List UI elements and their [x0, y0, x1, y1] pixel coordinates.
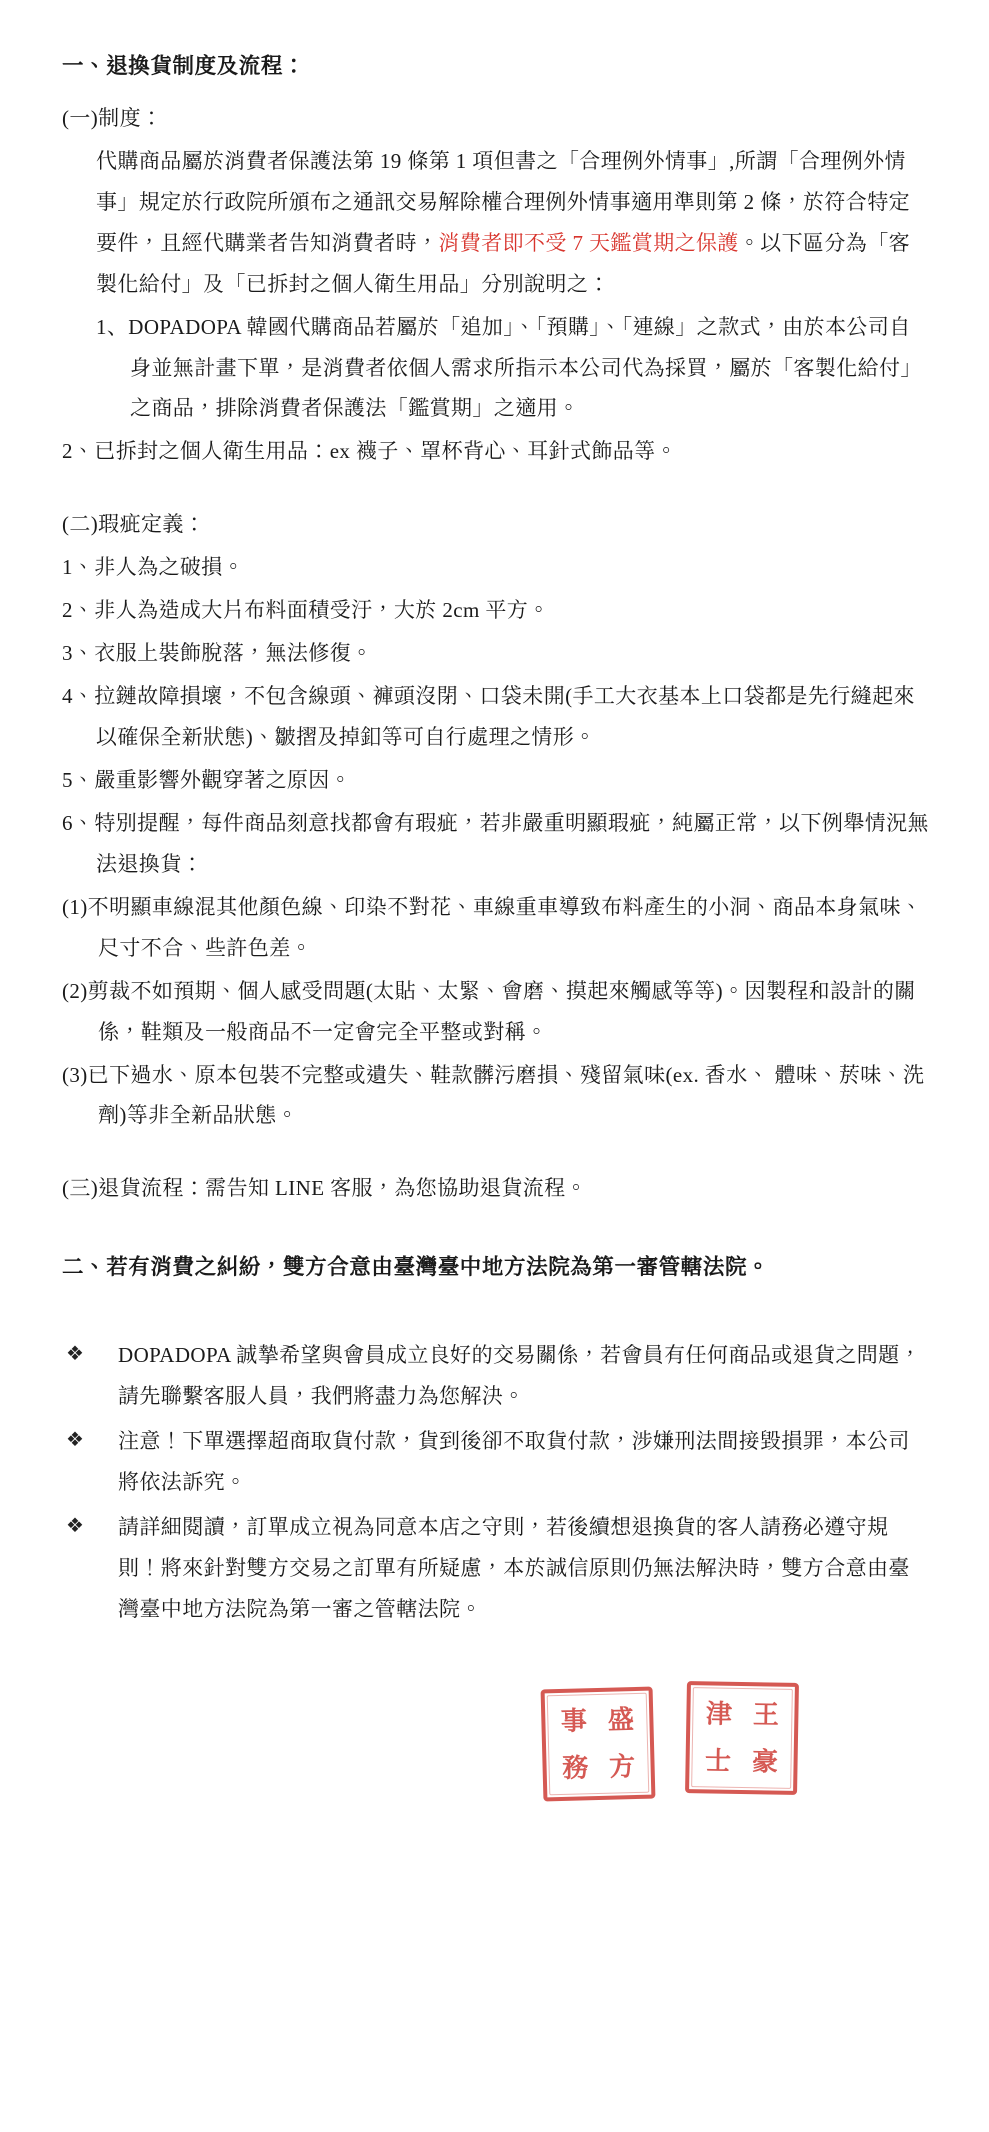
policy-paragraph-part1: 代購商品屬於消費者保護法第 19 條第 1 項但書之「合理例外情事」,所謂「合理例外情事」規定於行政院所頒布之通訊交易解除權合理例外情事適用準則第 2 條，於符合特定要件，且經代購業者告知消費者時， [96, 148, 910, 255]
stamp-char: 津 [705, 1698, 733, 1729]
policy-item-1: 1、DOPADOPA 韓國代購商品若屬於「追加」、「預購」、「連線」之款式，由於本公司自身並無計畫下單，是消費者依個人需求所指示本公司代為採買，屬於「客製化給付」之商品，排除消費者保護法「鑑賞期」之適用。 [96, 314, 922, 421]
section-1-subheading-1: (一)制度： [62, 105, 163, 130]
stamp-char: 王 [752, 1699, 780, 1729]
law-firm-stamp [541, 1686, 656, 1801]
list-item [62, 1507, 929, 1630]
note-text: 注意！下單選擇超商取貨付款，貨到後卻不取貨付款，涉嫌刑法間接毀損罪，本公司將依法訴究。 [118, 1429, 910, 1495]
section-1-heading: 一、退換貨制度及流程： [62, 54, 306, 78]
note-text: 請詳細閱讀，訂單成立視為同意本店之守則，若後續想退換貨的客人請務必遵守規則！將來針對雙方交易之訂單有所疑慮，本於誠信原則仍無法解決時，雙方合意由臺灣臺中地方法院為第一審之管轄法院。 [118, 1515, 910, 1621]
stamp-char: 事 [560, 1705, 588, 1736]
defect-item: 2、非人為造成大片布料面積受汙，大於 2cm 平方。 [62, 598, 550, 623]
exclusion-item: (3)已下過水、原本包裝不完整或遺失、鞋款髒污磨損、殘留氣味(ex. 香水、 體味、菸味、洗劑)等非全新品狀態。 [62, 1062, 925, 1128]
defect-item: 5、嚴重影響外觀穿著之原因。 [62, 767, 352, 792]
diamond-bullet-icon: ❖ [66, 1429, 85, 1452]
spacer [62, 1211, 929, 1241]
policy-item-2: 2、已拆封之個人衛生用品：ex 襪子、罩杯背心、耳針式飾品等。 [62, 439, 677, 464]
stamp-char: 務 [561, 1752, 589, 1783]
exclusion-item: (2)剪裁不如預期、個人感受問題(太貼、太緊、會磨、摸起來觸感等等)。因製程和設計的關係，鞋類及一般商品不一定會完全平整或對稱。 [62, 978, 916, 1044]
note-text: DOPADOPA 誠摯希望與會員成立良好的交易關係，若會員有任何商品或退貨之問題，請先聯繫客服人員，我們將盡力為您解決。 [118, 1343, 921, 1409]
list-item [62, 1421, 929, 1503]
spacer [62, 1299, 929, 1329]
spacer [62, 474, 929, 504]
diamond-bullet-icon: ❖ [66, 1343, 85, 1366]
list-item [62, 1335, 929, 1417]
section-1-subheading-3: (三)退貨流程：需告知 LINE 客服，為您協助退貨流程。 [62, 1176, 587, 1201]
notes-list [62, 1335, 929, 1630]
defect-item: 1、非人為之破損。 [62, 555, 245, 580]
spacer [62, 1138, 929, 1168]
defect-item: 6、特別提醒，每件商品刻意找都會有瑕疵，若非嚴重明顯瑕疵，純屬正常，以下例舉情況無法退換貨： [62, 810, 929, 876]
policy-paragraph-part2: 。以下區分為「客製化給付」及「已拆封之個人衛生用品」分別說明之： [96, 230, 911, 296]
document-body [62, 46, 929, 1840]
policy-paragraph [62, 141, 929, 305]
defect-item: 3、衣服上裝飾脫落，無法修復。 [62, 641, 373, 666]
section-2-heading: 二、若有消費之糾紛，雙方合意由臺灣臺中地方法院為第一審管轄法院。 [62, 1255, 770, 1280]
stamp-char: 士 [704, 1745, 732, 1776]
diamond-bullet-icon: ❖ [66, 1515, 85, 1538]
signature-stamps [62, 1670, 929, 1840]
stamp-char: 盛 [607, 1704, 635, 1735]
lawyer-name-stamp [685, 1681, 799, 1795]
defect-item: 4、拉鏈故障損壞，不包含線頭、褲頭沒閉、口袋未開(手工大衣基本上口袋都是先行縫起來以確保全新狀態)、皺摺及掉釦等可自行處理之情形。 [62, 684, 915, 750]
stamp-char: 方 [608, 1751, 636, 1782]
section-1-subheading-2: (二)瑕疵定義： [62, 512, 206, 537]
stamp-char: 豪 [751, 1746, 779, 1776]
policy-paragraph-highlight: 消費者即不受 7 天鑑賞期之保護 [438, 230, 739, 255]
exclusion-item: (1)不明顯車線混其他顏色線、印染不對花、車線重車導致布料產生的小洞、商品本身氣味、尺寸不合、些許色差。 [62, 894, 923, 960]
